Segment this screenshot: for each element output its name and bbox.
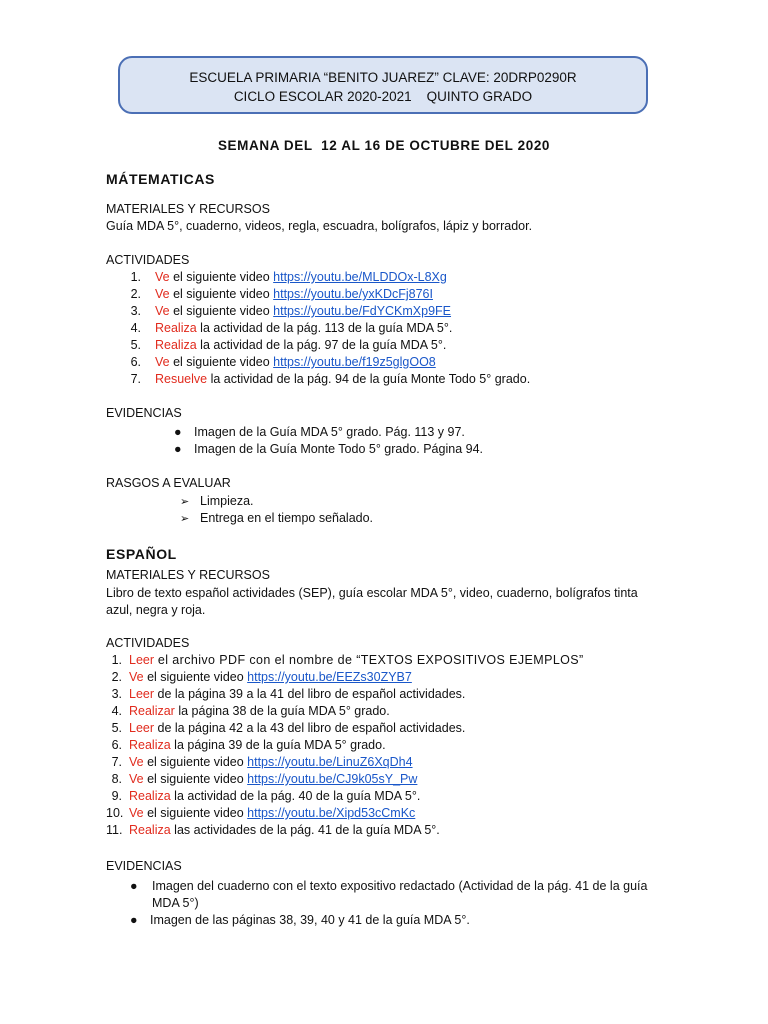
activity-verb: Ve bbox=[155, 287, 170, 301]
rasgos-heading: RASGOS A EVALUAR bbox=[106, 476, 231, 490]
activity-number: 8. bbox=[111, 772, 122, 786]
activity-item bbox=[106, 755, 413, 769]
activity-item bbox=[106, 721, 465, 735]
activity-number: 9. bbox=[111, 789, 122, 803]
activity-number: 4. bbox=[130, 321, 141, 335]
activity-item bbox=[126, 338, 446, 352]
activity-verb: Resuelve bbox=[155, 372, 208, 386]
materiales-text: Guía MDA 5°, cuaderno, videos, regla, escuadra, bolígrafos, lápiz y borrador. bbox=[106, 219, 533, 233]
activity-text: el siguiente video bbox=[169, 304, 274, 318]
list-item: ● Imagen de la Guía MDA 5° grado. Pág. 113 y 97. bbox=[174, 425, 465, 439]
activity-verb: Ve bbox=[129, 772, 144, 786]
activity-item bbox=[126, 304, 451, 318]
activity-number: 6. bbox=[130, 355, 141, 369]
activity-verb: Leer bbox=[129, 687, 155, 701]
activity-verb: Ve bbox=[155, 304, 170, 318]
materiales-heading: MATERIALES Y RECURSOS bbox=[106, 202, 270, 216]
video-link[interactable]: https://youtu.be/FdYCKmXp9FE bbox=[273, 304, 452, 318]
activity-item bbox=[106, 670, 412, 684]
activity-text: el siguiente video bbox=[169, 287, 274, 301]
activity-number: 6. bbox=[111, 738, 122, 752]
video-link[interactable]: https://youtu.be/LinuZ6XqDh4 bbox=[247, 755, 413, 769]
activity-verb: Realiza bbox=[129, 823, 171, 837]
activity-number: 1. bbox=[111, 653, 122, 667]
activity-text: el siguiente video bbox=[143, 755, 248, 769]
activity-number: 3. bbox=[111, 687, 122, 701]
activity-verb: Realiza bbox=[155, 338, 197, 352]
activity-item bbox=[126, 287, 433, 301]
video-link[interactable]: https://youtu.be/Xipd53cCmKc bbox=[247, 806, 416, 820]
bullet-icon: ● bbox=[130, 913, 138, 927]
activity-text: la actividad de la pág. 113 de la guía MDA 5°. bbox=[196, 321, 453, 335]
arrow-bullet-icon: ➢ bbox=[180, 513, 190, 525]
materiales-text: Libro de texto español actividades (SEP), guía escolar MDA 5°, video, cuaderno, bolígrafos tinta azul, negra y roja. bbox=[106, 586, 638, 617]
activity-item bbox=[106, 738, 386, 752]
activity-number: 2. bbox=[111, 670, 122, 684]
activity-text: la página 38 de la guía MDA 5° grado. bbox=[174, 704, 390, 718]
week-title: SEMANA DEL 12 AL 16 DE OCTUBRE DEL 2020 bbox=[217, 138, 551, 153]
activity-verb: Leer bbox=[129, 653, 155, 667]
activity-item bbox=[126, 355, 436, 369]
activity-verb: Ve bbox=[129, 806, 144, 820]
activity-item bbox=[106, 772, 417, 786]
video-link[interactable]: https://youtu.be/CJ9k05sY_Pw bbox=[247, 772, 418, 786]
activity-verb: Ve bbox=[129, 755, 144, 769]
activity-text: el siguiente video bbox=[143, 806, 248, 820]
section-title-matematicas: MÁTEMATICAS bbox=[106, 171, 215, 187]
list-item: ● Imagen de la Guía Monte Todo 5° grado. Página 94. bbox=[174, 442, 483, 456]
actividades-heading: ACTIVIDADES bbox=[106, 636, 190, 650]
school-cycle: CICLO ESCOLAR 2020-2021 QUINTO GRADO bbox=[233, 89, 533, 104]
list-item: ● Imagen del cuaderno con el texto expositivo redactado (Actividad de la pág. 41 de la guía MDA 5°) bbox=[130, 879, 648, 910]
activity-verb: Realiza bbox=[129, 789, 171, 803]
video-link[interactable]: https://youtu.be/EEZs30ZYB7 bbox=[247, 670, 412, 684]
activity-text: la página 39 de la guía MDA 5° grado. bbox=[170, 738, 386, 752]
activity-number: 10. bbox=[106, 806, 124, 820]
activity-verb: Ve bbox=[129, 670, 144, 684]
activity-text: el siguiente video bbox=[143, 772, 248, 786]
school-header-box bbox=[118, 56, 648, 114]
activity-item bbox=[106, 823, 440, 837]
activity-number: 7. bbox=[111, 755, 122, 769]
activity-text: el siguiente video bbox=[169, 270, 274, 284]
activity-text: la actividad de la pág. 97 de la guía MDA 5°. bbox=[196, 338, 447, 352]
activity-verb: Realiza bbox=[155, 321, 197, 335]
actividades-heading: ACTIVIDADES bbox=[106, 253, 190, 267]
video-link[interactable]: https://youtu.be/MLDDOx-L8Xg bbox=[273, 270, 447, 284]
list-item: ➢ Limpieza. bbox=[180, 494, 254, 508]
activity-text: de la página 42 a la 43 del libro de español actividades. bbox=[154, 721, 466, 735]
activity-text: el siguiente video bbox=[143, 670, 248, 684]
arrow-bullet-icon: ➢ bbox=[180, 496, 190, 508]
materiales-heading: MATERIALES Y RECURSOS bbox=[106, 568, 270, 582]
activity-verb: Leer bbox=[129, 721, 155, 735]
activity-number: 2. bbox=[130, 287, 141, 301]
activity-number: 1. bbox=[130, 270, 141, 284]
video-link[interactable]: https://youtu.be/f19z5glgOO8 bbox=[273, 355, 436, 369]
activity-number: 4. bbox=[111, 704, 122, 718]
activity-text: las actividades de la pág. 41 de la guía MDA 5°. bbox=[170, 823, 440, 837]
activity-item bbox=[126, 321, 452, 335]
activity-text: el siguiente video bbox=[169, 355, 274, 369]
activity-verb: Ve bbox=[155, 355, 170, 369]
activity-number: 5. bbox=[111, 721, 122, 735]
activity-item bbox=[126, 372, 530, 386]
activity-text: la actividad de la pág. 94 de la guía Monte Todo 5° grado. bbox=[207, 372, 531, 386]
activity-item bbox=[106, 789, 420, 803]
activity-item bbox=[106, 653, 584, 667]
activity-text: la actividad de la pág. 40 de la guía MDA 5°. bbox=[170, 789, 421, 803]
activity-item bbox=[106, 687, 465, 701]
activity-number: 5. bbox=[130, 338, 141, 352]
list-item: ● Imagen de las páginas 38, 39, 40 y 41 de la guía MDA 5°. bbox=[130, 913, 470, 927]
evidencias-heading: EVIDENCIAS bbox=[106, 406, 182, 420]
activity-item bbox=[106, 704, 390, 718]
activity-verb: Ve bbox=[155, 270, 170, 284]
activity-number: 11. bbox=[106, 823, 123, 837]
section-title-espanol: ESPAÑOL bbox=[106, 546, 177, 562]
bullet-icon: ● bbox=[174, 442, 182, 456]
bullet-icon: ● bbox=[130, 879, 138, 893]
activity-item bbox=[126, 270, 447, 284]
activity-number: 3. bbox=[130, 304, 141, 318]
activity-text: el archivo PDF con el nombre de “TEXTOS EXPOSITIVOS EJEMPLOS” bbox=[154, 653, 584, 667]
school-name: ESCUELA PRIMARIA “BENITO JUAREZ” CLAVE: 20DRP0290R bbox=[189, 70, 577, 85]
activity-item bbox=[106, 806, 415, 820]
activity-verb: Realizar bbox=[129, 704, 175, 718]
activity-text: de la página 39 a la 41 del libro de español actividades. bbox=[154, 687, 466, 701]
list-item: ➢ Entrega en el tiempo señalado. bbox=[180, 511, 374, 525]
activity-number: 7. bbox=[130, 372, 141, 386]
bullet-icon: ● bbox=[174, 425, 182, 439]
video-link[interactable]: https://youtu.be/yxKDcFj876I bbox=[273, 287, 433, 301]
evidencias-heading: EVIDENCIAS bbox=[106, 859, 182, 873]
activity-verb: Realiza bbox=[129, 738, 171, 752]
